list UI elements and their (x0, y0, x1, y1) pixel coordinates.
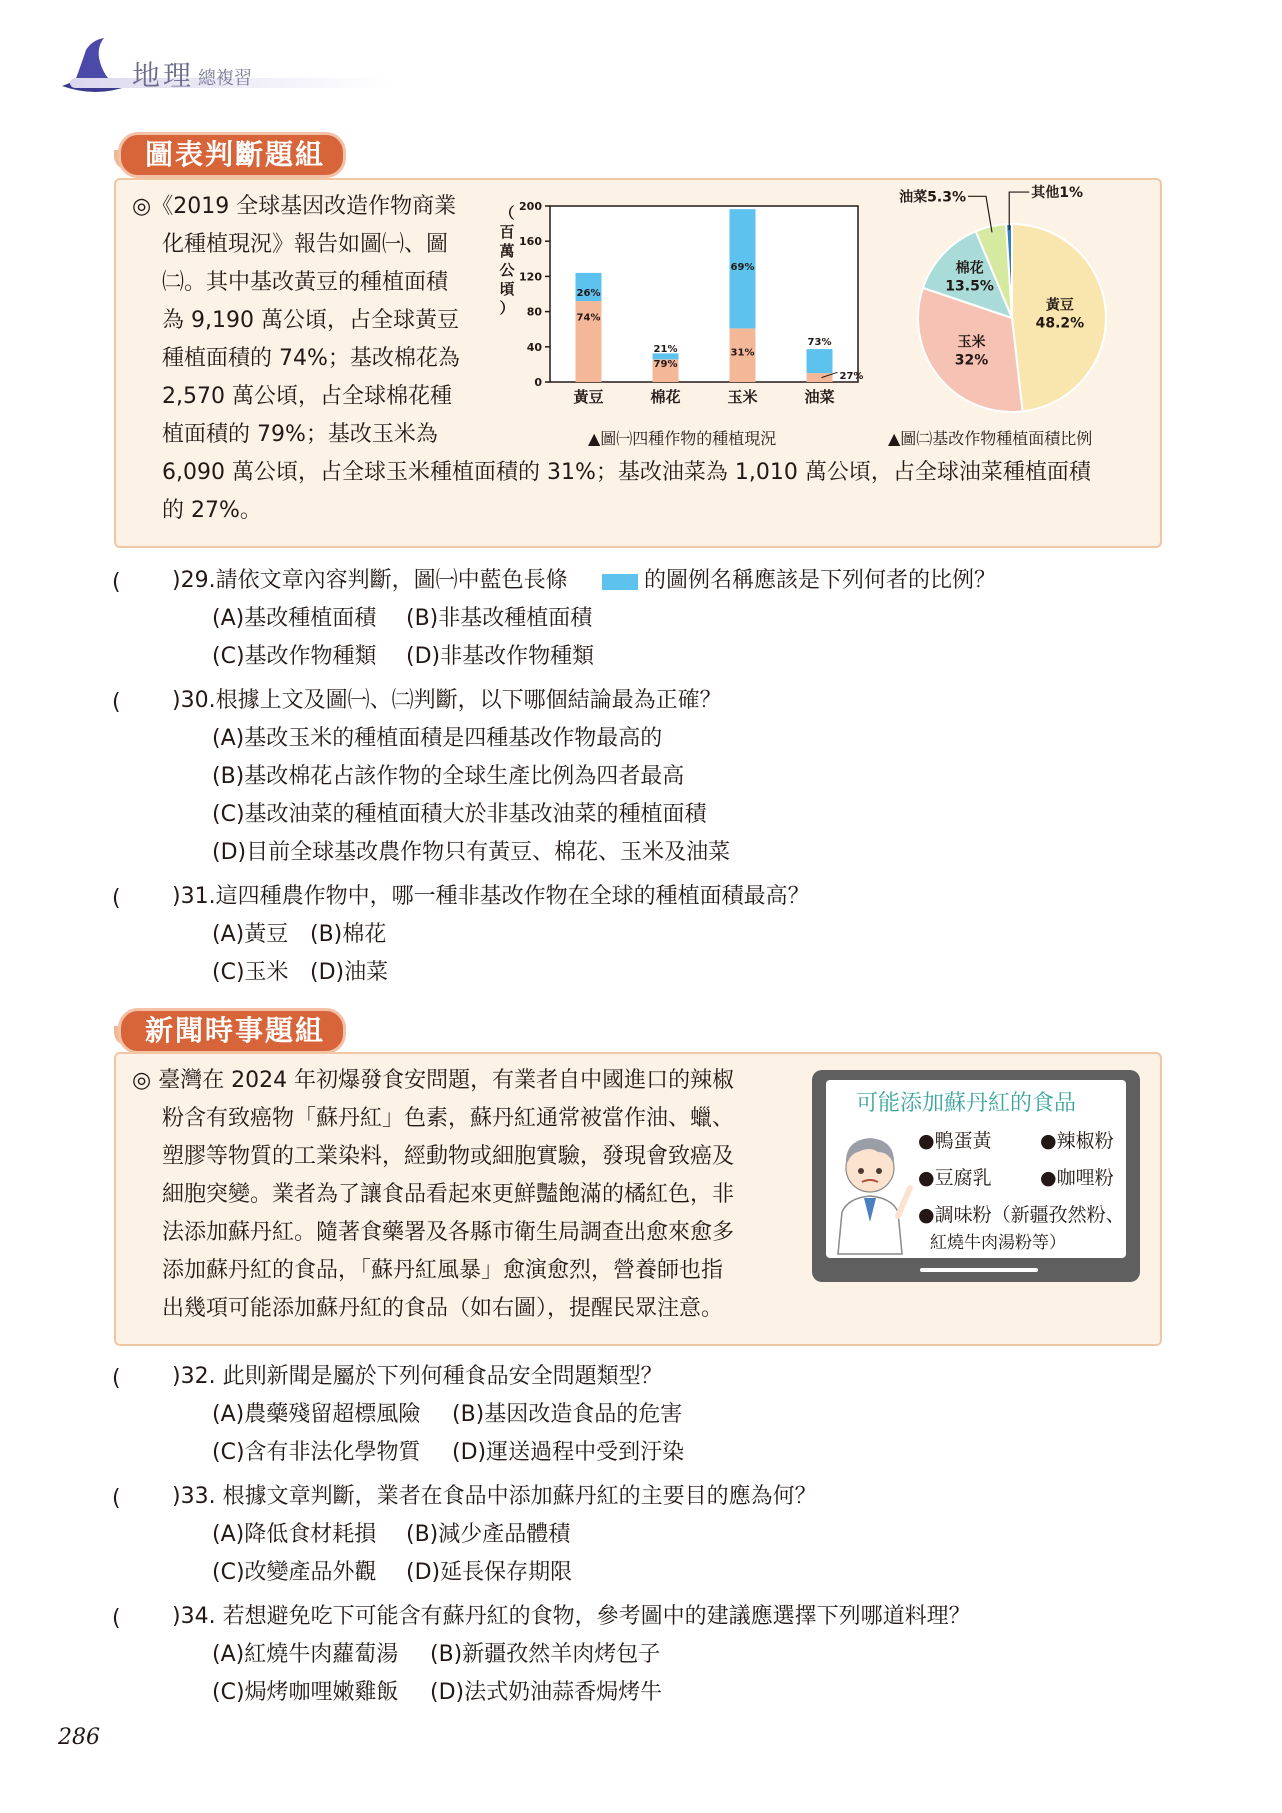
passage-line: 化種植現況》報告如圖㈠、圖 (162, 232, 449, 257)
x-category-label: 棉花 (650, 388, 681, 406)
bar-chart-caption: ▲圖㈠四種作物的種植現況 (588, 429, 777, 448)
answer-option[interactable]: (B)新疆孜然羊肉烤包子 (430, 1642, 661, 1667)
answer-option[interactable]: (B)非基改種植面積 (406, 606, 593, 631)
passage-line: ㈡。其中基改黃豆的種植面積 (162, 270, 449, 295)
answer-option[interactable]: (D)運送過程中受到汙染 (452, 1440, 685, 1465)
pie-chart-caption: ▲圖㈡基改作物種植面積比例 (888, 429, 1093, 448)
answer-option[interactable]: (A)基改種植面積 (212, 606, 377, 631)
passage-line: 植面積的 79%；基改玉米為 (162, 422, 438, 447)
answer-option[interactable]: (B)棉花 (310, 922, 387, 947)
question-stem: )29.請依文章內容判斷，圖㈠中藍色長條 (172, 568, 568, 593)
passage-line: 為 9,190 萬公頃，占全球黃豆 (162, 308, 459, 333)
data-label: 79% (653, 359, 678, 371)
answer-blank[interactable]: ( (112, 1366, 121, 1391)
y-tick-label: 120 (519, 270, 542, 284)
food-item: 紅燒牛肉湯粉等） (930, 1233, 1066, 1253)
section-label-chart: 圖表判斷題組 (118, 132, 346, 178)
pie-value-label: 油菜5.3% (899, 189, 966, 206)
bar-segment (807, 349, 833, 373)
monitor-stand-line (920, 1268, 1038, 1272)
data-label: 73% (807, 337, 832, 349)
pie-value-label: 13.5% (945, 278, 994, 295)
passage-line: 6,090 萬公頃，占全球玉米種植面積的 31%；基改油菜為 1,010 萬公頃，占全球油菜種植面積 (162, 460, 1091, 485)
bar-chart-ylabel: （ 百 萬 公 頃 ） (499, 204, 515, 317)
answer-option[interactable]: (A)農藥殘留超標風險 (212, 1402, 421, 1427)
y-tick-label: 0 (534, 376, 542, 389)
x-category-label: 油菜 (804, 388, 835, 406)
pie-label: 棉花 (955, 260, 984, 277)
answer-option[interactable]: (C)玉米 (212, 960, 289, 985)
bar-segment (807, 373, 833, 382)
pie-value-label: 48.2% (1035, 315, 1085, 332)
passage-line: 2,570 萬公頃，占全球棉花種 (162, 384, 452, 409)
passage-line: 塑膠等物質的工業染料，經動物或細胞實驗，發現會致癌及 (162, 1144, 735, 1169)
food-item: ●咖哩粉 (1040, 1167, 1114, 1189)
subject-subtitle: 總複習 (198, 68, 252, 89)
answer-blank[interactable]: ( (112, 1606, 121, 1631)
pie-label: 玉米 (957, 334, 986, 351)
x-category-label: 玉米 (727, 388, 758, 406)
answer-option[interactable]: (C)基改油菜的種植面積大於非基改油菜的種植面積 (212, 802, 707, 827)
answer-option[interactable]: (D)油菜 (310, 960, 389, 985)
answer-option[interactable]: (C)改變產品外觀 (212, 1560, 377, 1585)
answer-option[interactable]: (D)延長保存期限 (406, 1560, 573, 1585)
question-stem: )30.根據上文及圖㈠、㈡判斷，以下哪個結論最為正確？ (172, 688, 722, 713)
question-stem: )33. 根據文章判斷，業者在食品中添加蘇丹紅的主要目的應為何？ (172, 1484, 817, 1509)
y-tick-label: 40 (526, 340, 542, 354)
data-label: 69% (730, 262, 755, 274)
passage-line: 出幾項可能添加蘇丹紅的食品（如右圖），提醒民眾注意。 (162, 1296, 724, 1321)
answer-option[interactable]: (B)基改棉花占該作物的全球生產比例為四者最高 (212, 764, 685, 789)
passage-line: 粉含有致癌物「蘇丹紅」色素，蘇丹紅通常被當作油、蠟、 (162, 1106, 735, 1131)
answer-option[interactable]: (B)減少產品體積 (406, 1522, 571, 1547)
question-stem-continued: 的圖例名稱應該是下列何者的比例？ (644, 568, 997, 593)
answer-option[interactable]: (A)降低食材耗損 (212, 1522, 377, 1547)
answer-option[interactable]: (C)基改作物種類 (212, 644, 377, 669)
passage-line: 的 27%。 (162, 498, 262, 523)
passage-line: 添加蘇丹紅的食品，「蘇丹紅風暴」愈演愈烈，營養師也指 (162, 1258, 724, 1283)
bar-chart (490, 196, 870, 410)
x-category-label: 黃豆 (573, 388, 604, 406)
wizard-hat-icon (56, 36, 134, 100)
section-label-news: 新聞時事題組 (118, 1008, 346, 1054)
data-label: 27% (839, 370, 864, 382)
answer-option[interactable]: (C)焗烤咖哩嫩雞飯 (212, 1680, 399, 1705)
data-label: 21% (653, 344, 678, 356)
answer-option[interactable]: (D)非基改作物種類 (406, 644, 595, 669)
passage-line: 法添加蘇丹紅。隨著食藥署及各縣市衛生局調查出愈來愈多 (162, 1220, 735, 1245)
passage-line: 種植面積的 74%；基改棉花為 (162, 346, 460, 371)
pie-label: 黃豆 (1045, 297, 1074, 314)
data-label: 26% (576, 287, 601, 299)
passage-line: ◎《2019 全球基因改造作物商業 (132, 194, 457, 219)
answer-option[interactable]: (B)基因改造食品的危害 (452, 1402, 683, 1427)
pie-value-label: 32% (954, 352, 989, 369)
question-stem: )31.這四種農作物中，哪一種非基改作物在全球的種植面積最高？ (172, 884, 810, 909)
answer-option[interactable]: (D)法式奶油蒜香焗烤牛 (430, 1680, 663, 1705)
answer-blank[interactable]: ( (112, 570, 121, 595)
pie-value-label: 其他1% (1031, 185, 1084, 202)
food-item: ●調味粉（新疆孜然粉、 (918, 1204, 1125, 1226)
answer-option[interactable]: (A)黃豆 (212, 922, 289, 947)
answer-blank[interactable]: ( (112, 1486, 121, 1511)
answer-blank[interactable]: ( (112, 690, 121, 715)
pie-chart (892, 185, 1142, 418)
passage-line: ◎ 臺灣在 2024 年初爆發食安問題，有業者自中國進口的辣椒 (132, 1068, 735, 1093)
y-tick-label: 160 (519, 235, 542, 249)
question-stem: )34. 若想避免吃下可能含有蘇丹紅的食物，參考圖中的建議應選擇下列哪道料理？ (172, 1604, 971, 1629)
page-number: 286 (58, 1725, 100, 1750)
answer-option[interactable]: (C)含有非法化學物質 (212, 1440, 421, 1465)
passage-line: 細胞突變。業者為了讓食品看起來更鮮豔飽滿的橘紅色，非 (162, 1182, 735, 1207)
food-item: ●豆腐乳 (918, 1167, 992, 1189)
answer-option[interactable]: (A)紅燒牛肉蘿蔔湯 (212, 1642, 399, 1667)
doctor-icon (828, 1126, 912, 1256)
answer-option[interactable]: (D)目前全球基改農作物只有黃豆、棉花、玉米及油菜 (212, 840, 731, 865)
food-item: ●鴨蛋黃 (918, 1130, 992, 1152)
answer-blank[interactable]: ( (112, 886, 121, 911)
food-list-title: 可能添加蘇丹紅的食品 (856, 1091, 1077, 1116)
data-label: 31% (730, 347, 755, 359)
data-label: 74% (576, 312, 601, 324)
answer-option[interactable]: (A)基改玉米的種植面積是四種基改作物最高的 (212, 726, 663, 751)
subject-title: 地理 (132, 59, 195, 92)
question-stem: )32. 此則新聞是屬於下列何種食品安全問題類型？ (172, 1364, 663, 1389)
food-item: ●辣椒粉 (1040, 1130, 1114, 1152)
y-tick-label: 80 (526, 305, 542, 319)
blue-legend-swatch (602, 574, 638, 590)
y-tick-label: 200 (519, 200, 542, 213)
